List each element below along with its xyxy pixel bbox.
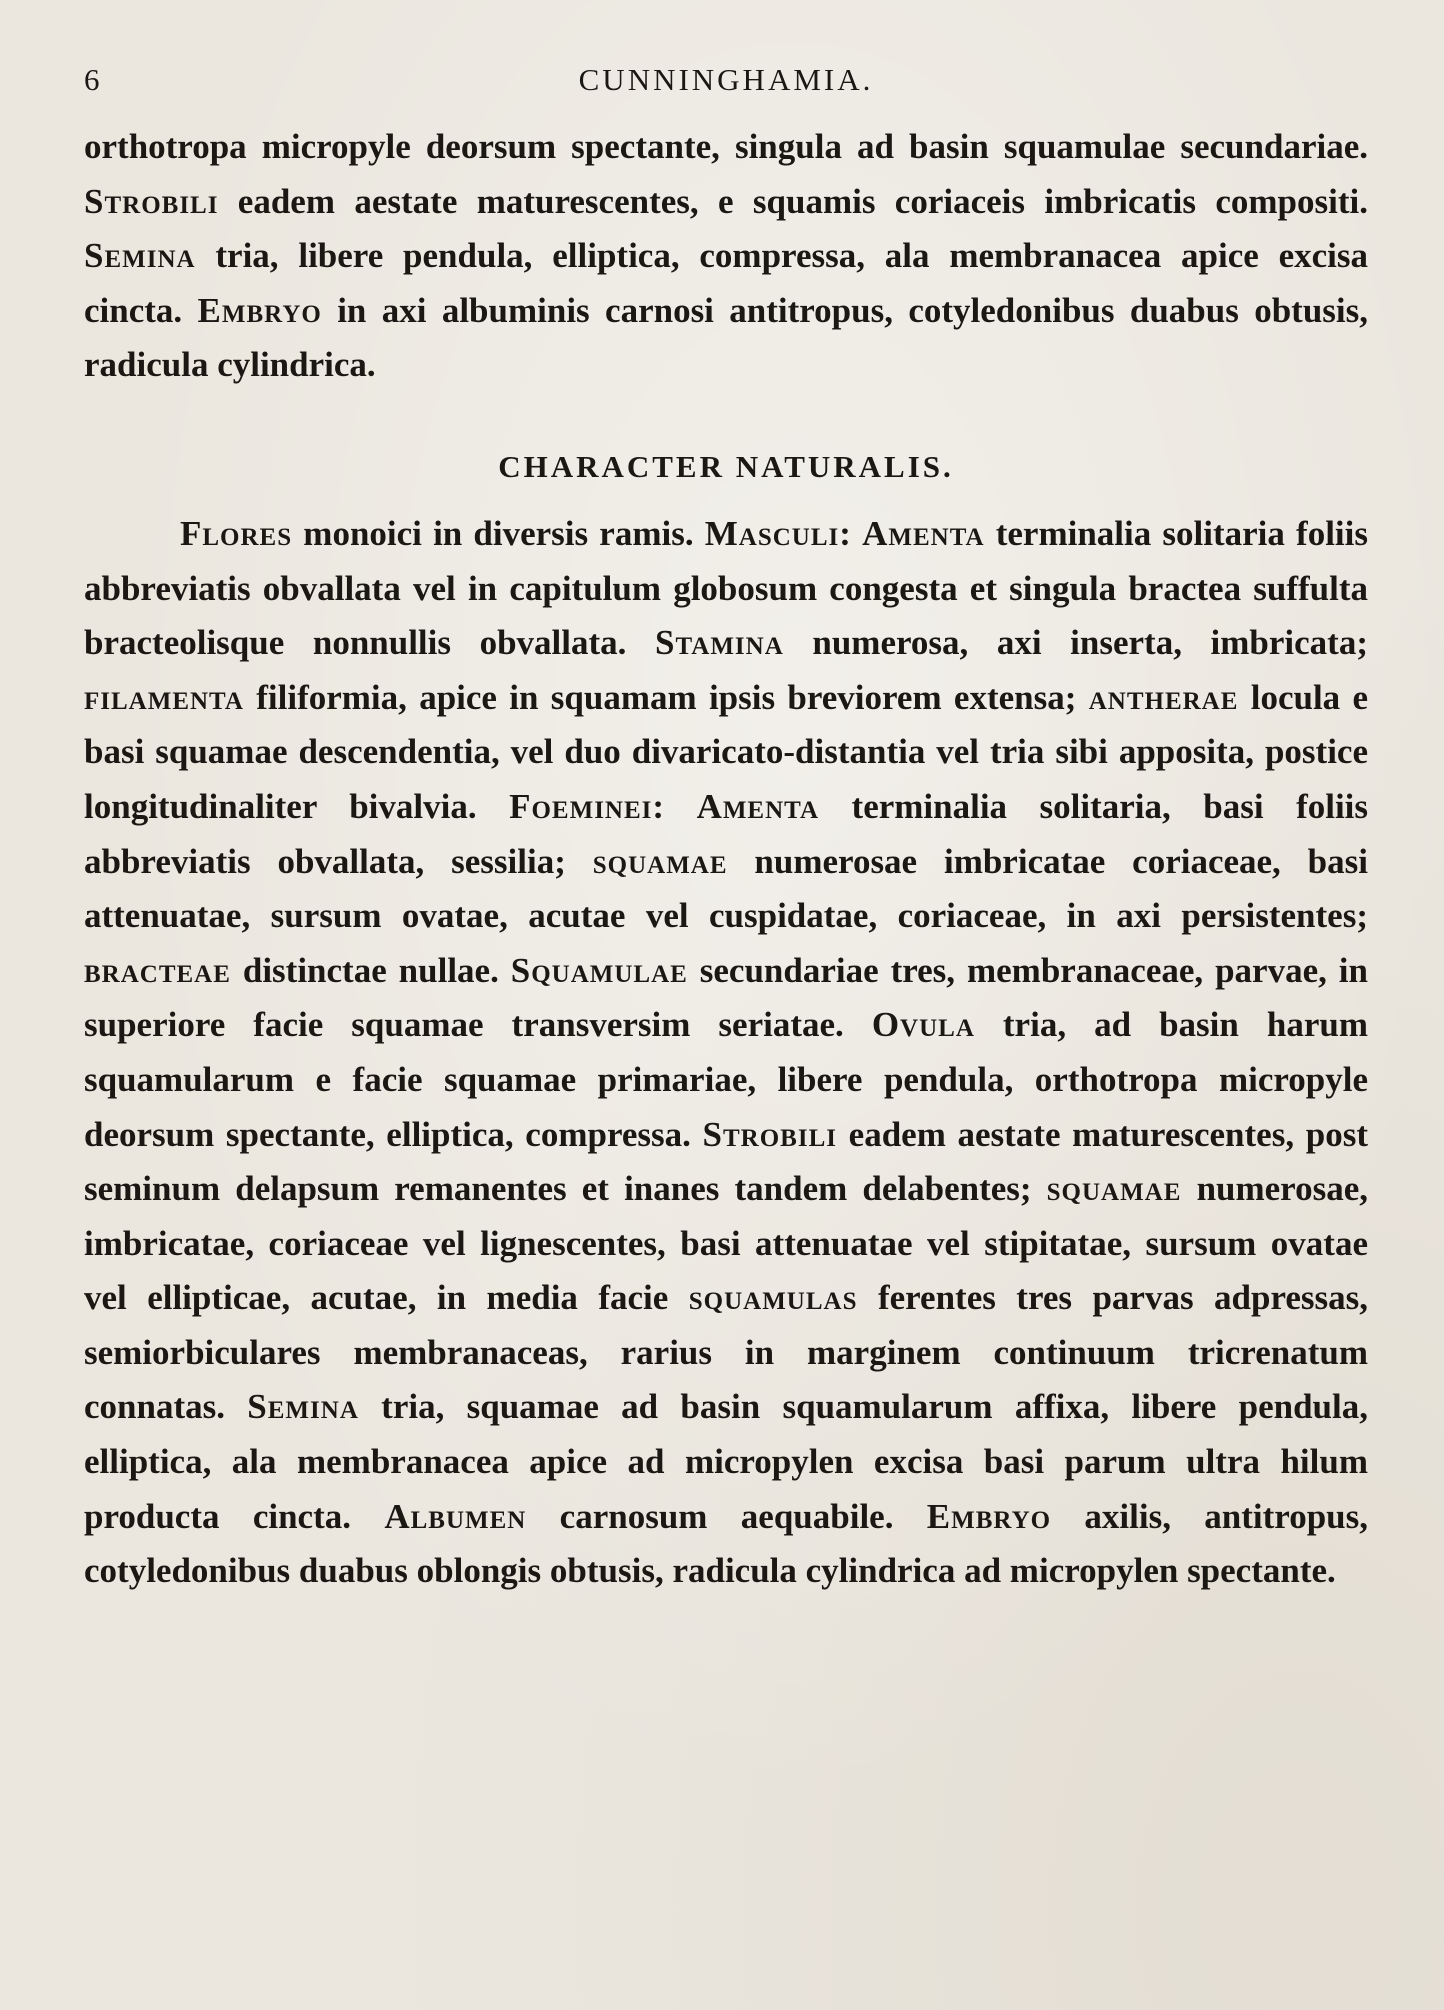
small-caps-term: Squamulae <box>510 950 688 990</box>
character-naturalis-paragraph: Flores monoici in diversis ramis. Masculi: Amenta terminalia solitaria foliis abbreviatis obvallata vel in capitulum globosum congesta et singula bractea suffulta bracteolisque nonnullis obvallata. Stamina numerosa, axi inserta, imbricata; filamenta filiformia, apice in squamam ipsis breviorem extensa; antherae locula e basi squamae descendentia, vel duo divaricato-distantia vel tria sibi apposita, postice longitudinaliter bivalvia. Foeminei: Amenta terminalia solitaria, basi foliis abbreviatis obvallata, sessilia; squamae numerosae imbricatae coriaceae, basi attenuatae, sursum ovatae, acutae vel cuspidatae, coriaceae, in axi persistentes; bracteae distinctae nullae. Squamulae secundariae tres, membranaceae, parvae, in superiore facie squamae transversim seriatae. Ovula tria, ad basin harum squamularum e facie squamae primariae, libere pendula, orthotropa micropyle deorsum spectante, elliptica, compressa. Strobili eadem aestate maturescentes, post seminum delapsum remanentes et inanes tandem delabentes; squamae numerosae, imbricatae, coriaceae vel lignescentes, basi attenuatae vel stipitatae, sursum ovatae vel ellipticae, acutae, in media facie squamulas ferentes tres parvas adpressas, semiorbiculares membranaceas, rarius in marginem continuum tricrenatum connatas. Semina tria, squamae ad basin squamularum affixa, libere pendula, elliptica, ala membranacea apice ad micropylen excisa basi parum ultra hilum producta cincta. Albumen carnosum aequabile. Embryo axilis, antitropus, cotyledonibus duabus oblongis obtusis, radicula cylindrica ad micropylen spectante. <box>84 513 1369 1591</box>
small-caps-term: Strobili <box>702 1114 837 1154</box>
small-caps-term: bracteae <box>84 950 231 990</box>
small-caps-term: Foeminei <box>509 786 653 826</box>
small-caps-term: Stamina <box>655 623 784 663</box>
small-caps-term: Albumen <box>384 1496 527 1536</box>
small-caps-term: Semina <box>247 1387 359 1427</box>
small-caps-term: Strobili <box>84 181 219 221</box>
running-head <box>84 62 1368 102</box>
small-caps-term: Ovula <box>871 1005 975 1045</box>
small-caps-term: Masculi <box>704 513 840 553</box>
small-caps-term: squamae <box>592 841 728 881</box>
page-number: 6 <box>84 62 103 97</box>
running-title: CUNNINGHAMIA. <box>578 62 874 97</box>
small-caps-term: Amenta <box>862 513 985 553</box>
small-caps-term: filamenta <box>84 677 244 717</box>
continued-paragraph: orthotropa micropyle deorsum spectante, singula ad basin squamulae secundariae. Strobili eadem aestate maturescentes, e squamis coriaceis imbricatis compositi. Semina tria, libere pendula, elliptica, compressa, ala membranacea apice excisa cincta. Embryo in axi albuminis carnosi antitropus, cotyledonibus duabus obtusis, radicula cylindrica. <box>84 127 1368 385</box>
small-caps-term: Embryo <box>926 1496 1052 1536</box>
small-caps-term: Amenta <box>696 786 820 826</box>
small-caps-term: Flores <box>180 513 293 553</box>
section-title: CHARACTER NATURALIS. <box>498 448 954 484</box>
small-caps-term: antherae <box>1088 677 1239 717</box>
small-caps-term: Semina <box>84 236 196 276</box>
small-caps-term: squamae <box>1046 1169 1182 1209</box>
small-caps-term: squamulas <box>688 1278 858 1318</box>
small-caps-term: Embryo <box>197 290 322 330</box>
